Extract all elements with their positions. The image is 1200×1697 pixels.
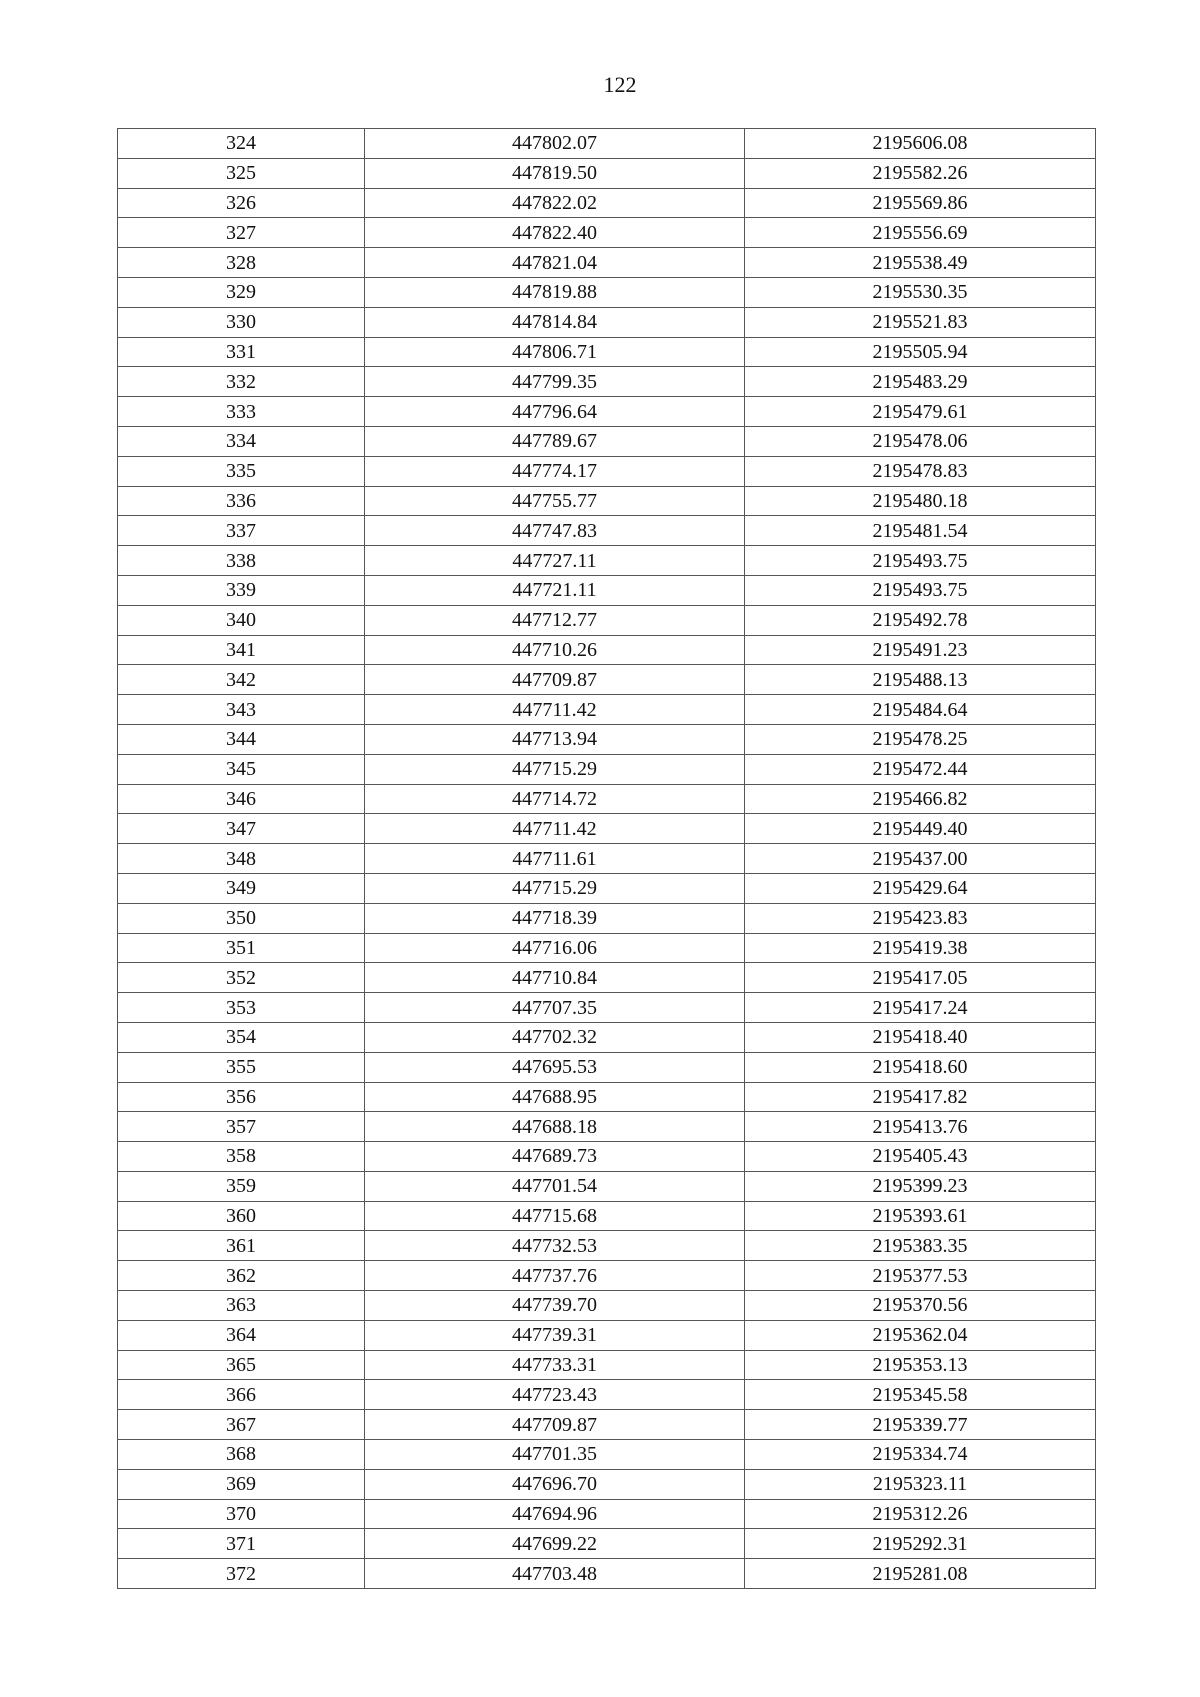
- point-number-cell: 346: [118, 784, 365, 814]
- point-number-cell: 360: [118, 1201, 365, 1231]
- y-coordinate-cell: 2195383.35: [745, 1231, 1096, 1261]
- point-number-cell: 350: [118, 903, 365, 933]
- x-coordinate-cell: 447702.32: [365, 1022, 745, 1052]
- x-coordinate-cell: 447723.43: [365, 1380, 745, 1410]
- point-number-cell: 330: [118, 307, 365, 337]
- x-coordinate-cell: 447713.94: [365, 724, 745, 754]
- table-row: [118, 993, 1096, 1023]
- point-number-cell: 354: [118, 1022, 365, 1052]
- table-row: [118, 1112, 1096, 1142]
- point-number-cell: 367: [118, 1410, 365, 1440]
- x-coordinate-cell: 447701.54: [365, 1171, 745, 1201]
- point-number-cell: 356: [118, 1082, 365, 1112]
- point-number-cell: 369: [118, 1469, 365, 1499]
- point-number-cell: 366: [118, 1380, 365, 1410]
- y-coordinate-cell: 2195472.44: [745, 754, 1096, 784]
- point-number-cell: 336: [118, 486, 365, 516]
- point-number-cell: 361: [118, 1231, 365, 1261]
- x-coordinate-cell: 447695.53: [365, 1052, 745, 1082]
- point-number-cell: 351: [118, 933, 365, 963]
- x-coordinate-cell: 447821.04: [365, 248, 745, 278]
- x-coordinate-cell: 447819.88: [365, 277, 745, 307]
- point-number-cell: 352: [118, 963, 365, 993]
- table-row: [118, 1559, 1096, 1589]
- y-coordinate-cell: 2195393.61: [745, 1201, 1096, 1231]
- y-coordinate-cell: 2195505.94: [745, 337, 1096, 367]
- table-row: [118, 873, 1096, 903]
- table-row: [118, 129, 1096, 159]
- point-number-cell: 358: [118, 1142, 365, 1172]
- y-coordinate-cell: 2195556.69: [745, 218, 1096, 248]
- y-coordinate-cell: 2195413.76: [745, 1112, 1096, 1142]
- point-number-cell: 328: [118, 248, 365, 278]
- x-coordinate-cell: 447707.35: [365, 993, 745, 1023]
- point-number-cell: 344: [118, 724, 365, 754]
- x-coordinate-cell: 447711.61: [365, 844, 745, 874]
- y-coordinate-cell: 2195339.77: [745, 1410, 1096, 1440]
- point-number-cell: 332: [118, 367, 365, 397]
- point-number-cell: 347: [118, 814, 365, 844]
- table-row: [118, 963, 1096, 993]
- y-coordinate-cell: 2195606.08: [745, 129, 1096, 159]
- page-number: 122: [603, 72, 637, 97]
- x-coordinate-cell: 447696.70: [365, 1469, 745, 1499]
- x-coordinate-cell: 447814.84: [365, 307, 745, 337]
- table-row: [118, 248, 1096, 278]
- point-number-cell: 345: [118, 754, 365, 784]
- point-number-cell: 339: [118, 575, 365, 605]
- y-coordinate-cell: 2195481.54: [745, 516, 1096, 546]
- table-row: [118, 665, 1096, 695]
- y-coordinate-cell: 2195569.86: [745, 188, 1096, 218]
- x-coordinate-cell: 447710.84: [365, 963, 745, 993]
- y-coordinate-cell: 2195582.26: [745, 158, 1096, 188]
- table-row: [118, 1380, 1096, 1410]
- point-number-cell: 341: [118, 635, 365, 665]
- table-row: [118, 1469, 1096, 1499]
- x-coordinate-cell: 447739.70: [365, 1291, 745, 1321]
- y-coordinate-cell: 2195484.64: [745, 695, 1096, 725]
- x-coordinate-cell: 447715.29: [365, 754, 745, 784]
- point-number-cell: 355: [118, 1052, 365, 1082]
- x-coordinate-cell: 447727.11: [365, 546, 745, 576]
- y-coordinate-cell: 2195423.83: [745, 903, 1096, 933]
- x-coordinate-cell: 447716.06: [365, 933, 745, 963]
- table-row: [118, 635, 1096, 665]
- x-coordinate-cell: 447715.68: [365, 1201, 745, 1231]
- point-number-cell: 342: [118, 665, 365, 695]
- x-coordinate-cell: 447739.31: [365, 1320, 745, 1350]
- y-coordinate-cell: 2195479.61: [745, 397, 1096, 427]
- y-coordinate-cell: 2195362.04: [745, 1320, 1096, 1350]
- table-row: [118, 1261, 1096, 1291]
- x-coordinate-cell: 447714.72: [365, 784, 745, 814]
- point-number-cell: 353: [118, 993, 365, 1023]
- y-coordinate-cell: 2195417.24: [745, 993, 1096, 1023]
- x-coordinate-cell: 447703.48: [365, 1559, 745, 1589]
- point-number-cell: 324: [118, 129, 365, 159]
- table-row: [118, 1201, 1096, 1231]
- x-coordinate-cell: 447822.02: [365, 188, 745, 218]
- x-coordinate-cell: 447806.71: [365, 337, 745, 367]
- point-number-cell: 334: [118, 426, 365, 456]
- y-coordinate-cell: 2195491.23: [745, 635, 1096, 665]
- x-coordinate-cell: 447733.31: [365, 1350, 745, 1380]
- point-number-cell: 331: [118, 337, 365, 367]
- table-row: [118, 754, 1096, 784]
- table-row: [118, 1052, 1096, 1082]
- table-row: [118, 1291, 1096, 1321]
- x-coordinate-cell: 447711.42: [365, 695, 745, 725]
- table-row: [118, 933, 1096, 963]
- table-row: [118, 695, 1096, 725]
- y-coordinate-cell: 2195466.82: [745, 784, 1096, 814]
- table-row: [118, 307, 1096, 337]
- x-coordinate-cell: 447711.42: [365, 814, 745, 844]
- y-coordinate-cell: 2195483.29: [745, 367, 1096, 397]
- x-coordinate-cell: 447694.96: [365, 1499, 745, 1529]
- y-coordinate-cell: 2195323.11: [745, 1469, 1096, 1499]
- table-row: [118, 1171, 1096, 1201]
- table-row: [118, 814, 1096, 844]
- x-coordinate-cell: 447689.73: [365, 1142, 745, 1172]
- y-coordinate-cell: 2195417.05: [745, 963, 1096, 993]
- point-number-cell: 363: [118, 1291, 365, 1321]
- x-coordinate-cell: 447796.64: [365, 397, 745, 427]
- table-row: [118, 218, 1096, 248]
- x-coordinate-cell: 447701.35: [365, 1440, 745, 1470]
- x-coordinate-cell: 447755.77: [365, 486, 745, 516]
- x-coordinate-cell: 447747.83: [365, 516, 745, 546]
- x-coordinate-cell: 447774.17: [365, 456, 745, 486]
- x-coordinate-cell: 447715.29: [365, 873, 745, 903]
- y-coordinate-cell: 2195492.78: [745, 605, 1096, 635]
- y-coordinate-cell: 2195538.49: [745, 248, 1096, 278]
- point-number-cell: 349: [118, 873, 365, 903]
- x-coordinate-cell: 447699.22: [365, 1529, 745, 1559]
- table-row: [118, 1350, 1096, 1380]
- x-coordinate-cell: 447799.35: [365, 367, 745, 397]
- table-row: [118, 546, 1096, 576]
- table-row: [118, 1082, 1096, 1112]
- point-number-cell: 335: [118, 456, 365, 486]
- table-row: [118, 367, 1096, 397]
- y-coordinate-cell: 2195399.23: [745, 1171, 1096, 1201]
- x-coordinate-cell: 447709.87: [365, 665, 745, 695]
- x-coordinate-cell: 447710.26: [365, 635, 745, 665]
- point-number-cell: 365: [118, 1350, 365, 1380]
- table-row: [118, 337, 1096, 367]
- point-number-cell: 348: [118, 844, 365, 874]
- point-number-cell: 329: [118, 277, 365, 307]
- y-coordinate-cell: 2195478.83: [745, 456, 1096, 486]
- point-number-cell: 372: [118, 1559, 365, 1589]
- table-row: [118, 784, 1096, 814]
- table-row: [118, 1440, 1096, 1470]
- x-coordinate-cell: 447718.39: [365, 903, 745, 933]
- table-row: [118, 605, 1096, 635]
- table-row: [118, 486, 1096, 516]
- table-row: [118, 1410, 1096, 1440]
- point-number-cell: 337: [118, 516, 365, 546]
- point-number-cell: 362: [118, 1261, 365, 1291]
- y-coordinate-cell: 2195480.18: [745, 486, 1096, 516]
- table-row: [118, 1320, 1096, 1350]
- point-number-cell: 359: [118, 1171, 365, 1201]
- table-row: [118, 397, 1096, 427]
- point-number-cell: 370: [118, 1499, 365, 1529]
- x-coordinate-cell: 447789.67: [365, 426, 745, 456]
- x-coordinate-cell: 447737.76: [365, 1261, 745, 1291]
- point-number-cell: 325: [118, 158, 365, 188]
- y-coordinate-cell: 2195418.60: [745, 1052, 1096, 1082]
- x-coordinate-cell: 447712.77: [365, 605, 745, 635]
- y-coordinate-cell: 2195417.82: [745, 1082, 1096, 1112]
- coordinates-table: [117, 128, 1096, 1589]
- y-coordinate-cell: 2195281.08: [745, 1559, 1096, 1589]
- y-coordinate-cell: 2195488.13: [745, 665, 1096, 695]
- x-coordinate-cell: 447822.40: [365, 218, 745, 248]
- y-coordinate-cell: 2195493.75: [745, 575, 1096, 605]
- table-row: [118, 1142, 1096, 1172]
- table-row: [118, 1231, 1096, 1261]
- x-coordinate-cell: 447709.87: [365, 1410, 745, 1440]
- y-coordinate-cell: 2195493.75: [745, 546, 1096, 576]
- y-coordinate-cell: 2195418.40: [745, 1022, 1096, 1052]
- y-coordinate-cell: 2195429.64: [745, 873, 1096, 903]
- y-coordinate-cell: 2195419.38: [745, 933, 1096, 963]
- table-row: [118, 426, 1096, 456]
- table-row: [118, 575, 1096, 605]
- point-number-cell: 326: [118, 188, 365, 218]
- table-row: [118, 516, 1096, 546]
- point-number-cell: 340: [118, 605, 365, 635]
- table-row: [118, 1499, 1096, 1529]
- y-coordinate-cell: 2195353.13: [745, 1350, 1096, 1380]
- y-coordinate-cell: 2195405.43: [745, 1142, 1096, 1172]
- y-coordinate-cell: 2195449.40: [745, 814, 1096, 844]
- point-number-cell: 357: [118, 1112, 365, 1142]
- table-row: [118, 277, 1096, 307]
- table-row: [118, 1022, 1096, 1052]
- y-coordinate-cell: 2195370.56: [745, 1291, 1096, 1321]
- point-number-cell: 364: [118, 1320, 365, 1350]
- table-row: [118, 724, 1096, 754]
- y-coordinate-cell: 2195345.58: [745, 1380, 1096, 1410]
- y-coordinate-cell: 2195437.00: [745, 844, 1096, 874]
- y-coordinate-cell: 2195292.31: [745, 1529, 1096, 1559]
- table-row: [118, 844, 1096, 874]
- point-number-cell: 333: [118, 397, 365, 427]
- point-number-cell: 338: [118, 546, 365, 576]
- y-coordinate-cell: 2195521.83: [745, 307, 1096, 337]
- coordinates-table-body: [118, 129, 1096, 1589]
- y-coordinate-cell: 2195334.74: [745, 1440, 1096, 1470]
- table-row: [118, 903, 1096, 933]
- table-row: [118, 158, 1096, 188]
- x-coordinate-cell: 447802.07: [365, 129, 745, 159]
- point-number-cell: 368: [118, 1440, 365, 1470]
- x-coordinate-cell: 447688.95: [365, 1082, 745, 1112]
- x-coordinate-cell: 447721.11: [365, 575, 745, 605]
- point-number-cell: 371: [118, 1529, 365, 1559]
- table-row: [118, 188, 1096, 218]
- y-coordinate-cell: 2195377.53: [745, 1261, 1096, 1291]
- table-row: [118, 456, 1096, 486]
- x-coordinate-cell: 447819.50: [365, 158, 745, 188]
- point-number-cell: 327: [118, 218, 365, 248]
- y-coordinate-cell: 2195312.26: [745, 1499, 1096, 1529]
- y-coordinate-cell: 2195478.25: [745, 724, 1096, 754]
- y-coordinate-cell: 2195530.35: [745, 277, 1096, 307]
- x-coordinate-cell: 447688.18: [365, 1112, 745, 1142]
- table-row: [118, 1529, 1096, 1559]
- y-coordinate-cell: 2195478.06: [745, 426, 1096, 456]
- point-number-cell: 343: [118, 695, 365, 725]
- x-coordinate-cell: 447732.53: [365, 1231, 745, 1261]
